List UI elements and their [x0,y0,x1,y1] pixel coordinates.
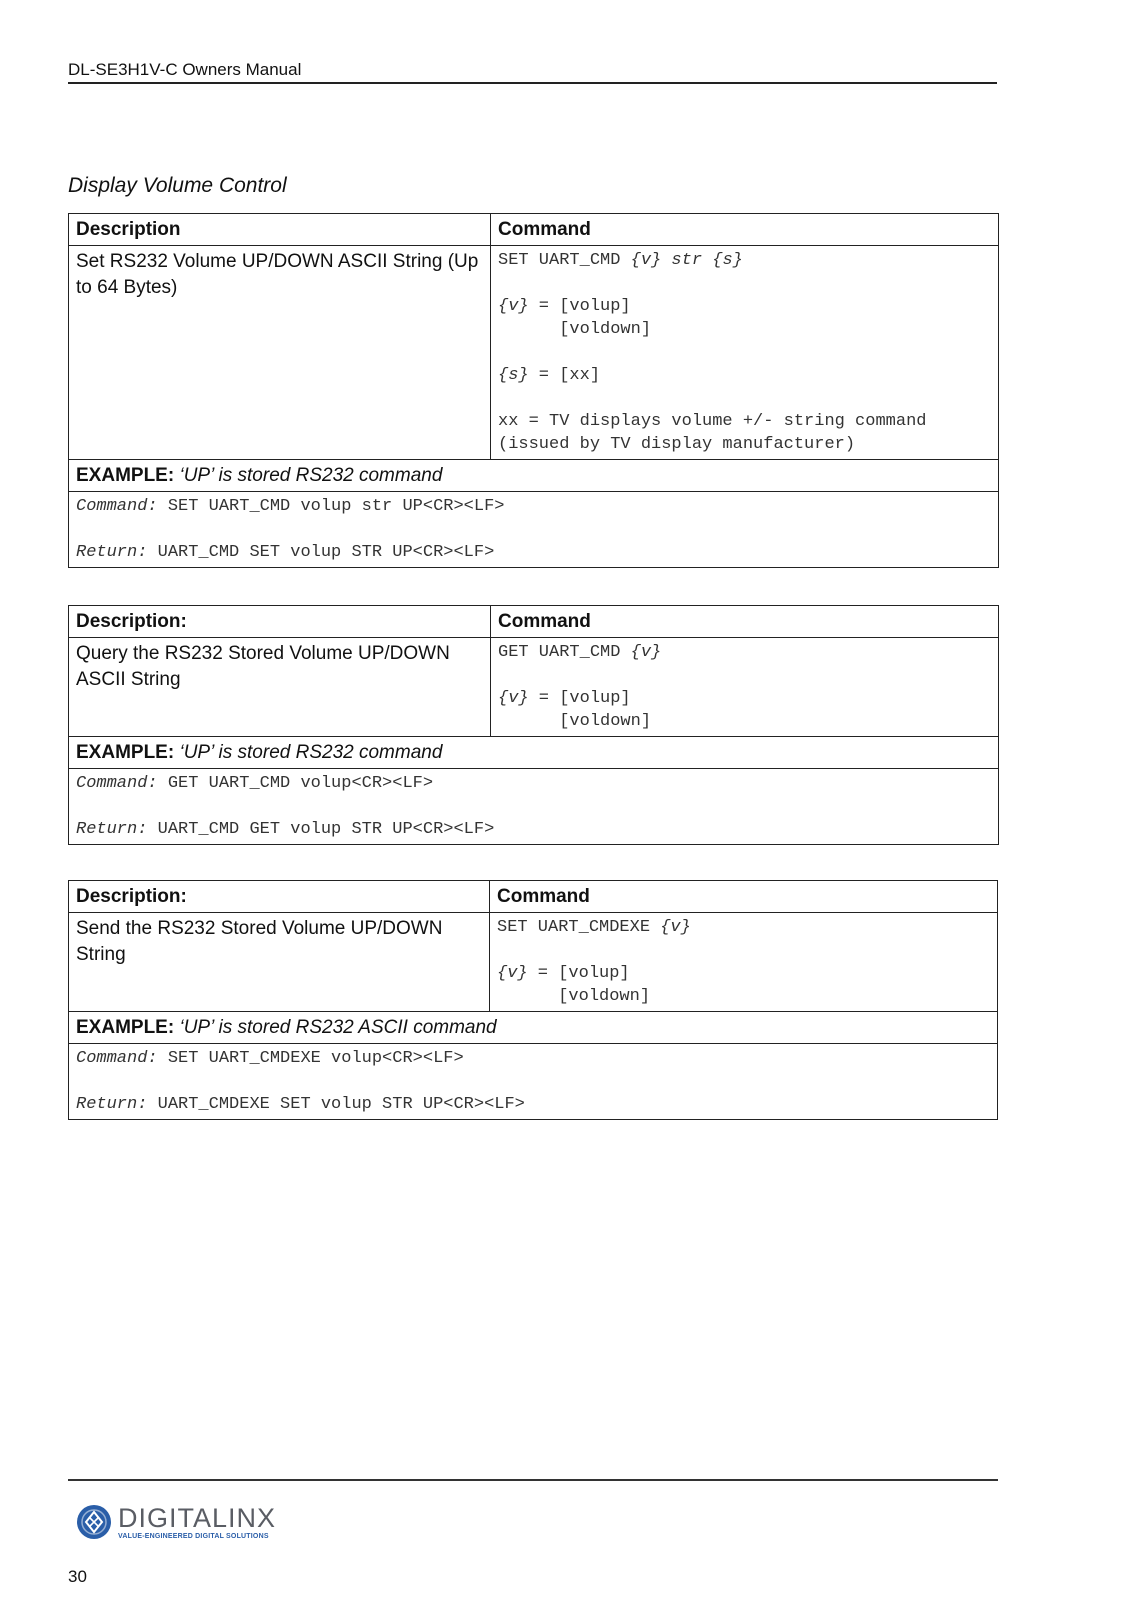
example-return: UART_CMD GET volup STR UP<CR><LF> [147,820,495,839]
logo-tagline: VALUE-ENGINEERED DIGITAL SOLUTIONS [118,1533,269,1540]
description-cell: Send the RS232 Stored Volume UP/DOWN String [69,913,490,1012]
command-cell [491,246,999,460]
page-header [68,60,997,84]
command-table-send-volume [68,880,998,1120]
footer-divider [68,1479,998,1481]
page-number: 30 [68,1567,87,1586]
example-label: EXAMPLE: [76,742,175,763]
v-param-label: {v} [498,689,529,708]
command-label: Command: [76,1049,158,1068]
command-label: Command: [76,774,158,793]
description-header: Description: [69,606,491,638]
command-cell [491,638,999,737]
logo-name: DIGITALINX [118,1503,277,1533]
example-row [69,737,999,769]
example-text: ‘UP’ is stored RS232 command [174,742,443,763]
return-label: Return: [76,1095,148,1114]
command-header: Command [490,881,998,913]
example-code [69,1044,998,1120]
s-param-label: {s} [498,366,529,385]
command-header: Command [491,214,999,246]
description-cell: Set RS232 Volume UP/DOWN ASCII String (Up to 64 Bytes) [69,246,491,460]
v-param-values-cont: [voldown] [498,712,652,731]
example-label: EXAMPLE: [76,1017,175,1038]
xx-definition-line1: xx = TV displays volume +/- string command [498,412,927,431]
digitalinx-logo [76,1504,276,1540]
command-args: {v} [660,918,691,937]
command-prefix: SET UART_CMD [498,251,631,270]
header-title: DL-SE3H1V-C Owners Manual [68,60,302,79]
command-prefix: GET UART_CMD [498,643,631,662]
example-row [69,1012,998,1044]
section-title: Display Volume Control [68,174,287,197]
command-table-get-volume [68,605,999,845]
xx-definition-line2: (issued by TV display manufacturer) [498,435,856,454]
example-command: GET UART_CMD volup<CR><LF> [157,774,434,793]
description-cell: Query the RS232 Stored Volume UP/DOWN ASCII String [69,638,491,737]
v-param-values: = [volup] [528,689,631,708]
example-return: UART_CMD SET volup STR UP<CR><LF> [147,543,495,562]
v-param-label: {v} [497,964,528,983]
command-header: Command [491,606,999,638]
return-label: Return: [76,820,148,839]
v-param-values: = [volup] [527,964,630,983]
example-text: ‘UP’ is stored RS232 ASCII command [174,1017,497,1038]
v-param-label: {v} [498,297,529,316]
example-command: SET UART_CMDEXE volup<CR><LF> [157,1049,464,1068]
v-param-values-cont: [voldown] [498,320,652,339]
v-param-values: = [volup] [528,297,631,316]
s-param-values: = [xx] [528,366,601,385]
description-header: Description [69,214,491,246]
command-args: {v} str {s} [630,251,743,270]
command-label: Command: [76,497,158,516]
command-prefix: SET UART_CMDEXE [497,918,661,937]
example-row [69,460,999,492]
description-header: Description: [69,881,490,913]
digitalinx-logo-icon [76,1504,112,1540]
command-args: {v} [630,643,662,662]
example-code [69,492,999,568]
example-label: EXAMPLE: [76,465,175,486]
example-code [69,769,999,845]
v-param-values-cont: [voldown] [497,987,651,1006]
command-table-set-volume [68,213,999,568]
return-label: Return: [76,543,148,562]
command-cell [490,913,998,1012]
example-text: ‘UP’ is stored RS232 command [174,465,443,486]
example-command: SET UART_CMD volup str UP<CR><LF> [157,497,505,516]
example-return: UART_CMDEXE SET volup STR UP<CR><LF> [147,1095,525,1114]
